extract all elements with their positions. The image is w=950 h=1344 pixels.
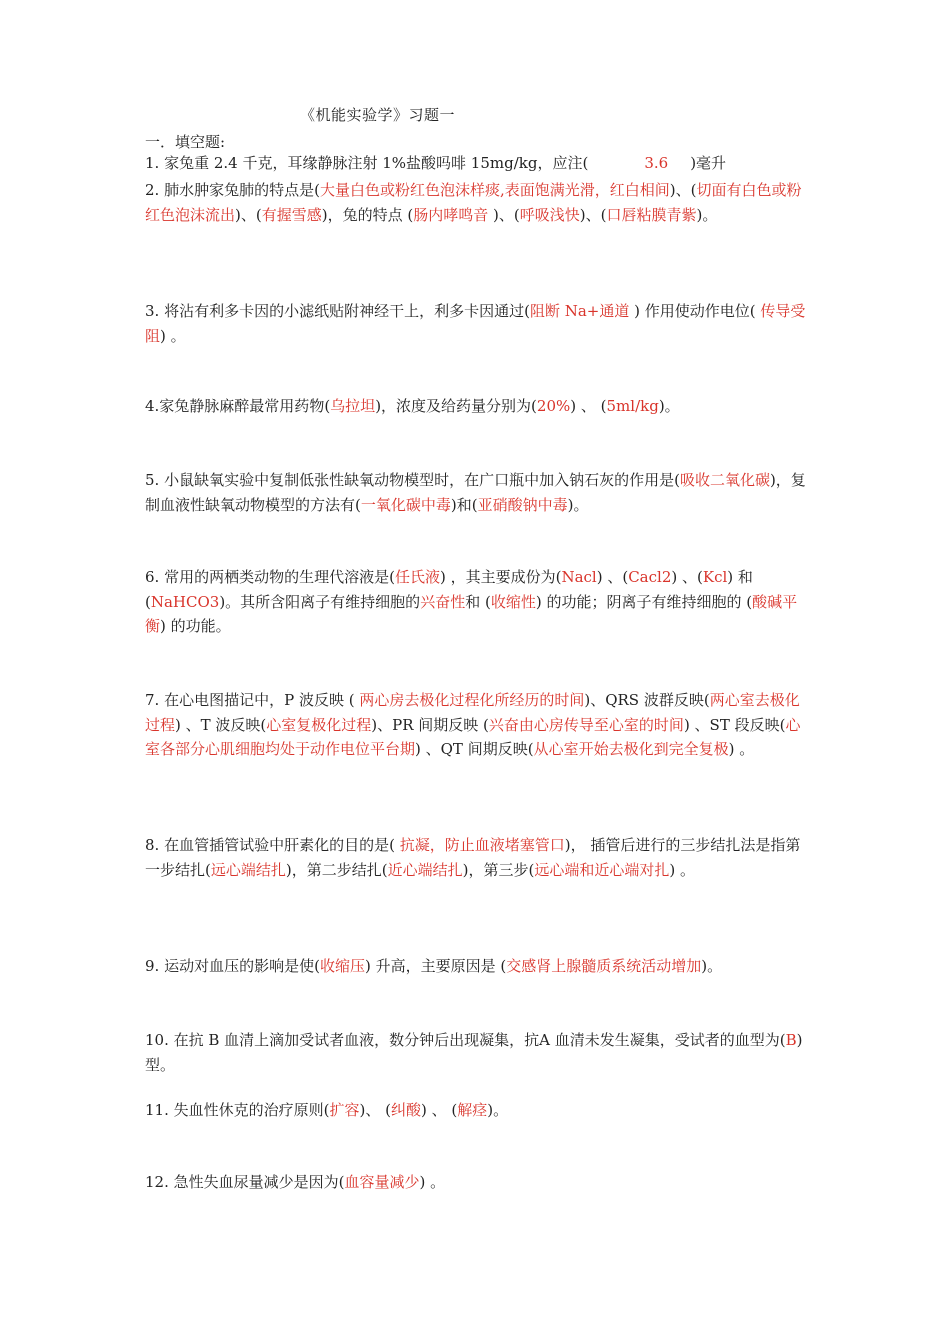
question-text: ) 、 ( <box>421 1101 458 1119</box>
question-text: ) 型。 <box>145 1031 803 1074</box>
question-text: 6. 常用的两栖类动物的生理代溶液是( <box>145 568 395 586</box>
question-text: 3. 将沾有利多卡因的小滤纸贴附神经干上，利多卡因通过( <box>145 302 530 320</box>
question-text: )，第二步结扎( <box>285 860 388 879</box>
question-text: ) ，其主要成份为( <box>439 568 562 586</box>
question-4 <box>145 394 807 419</box>
question-text: )、( <box>669 181 697 199</box>
answer-text: 解痉 <box>457 1101 488 1119</box>
question-text: ) 、T 波反映( <box>175 715 267 734</box>
question-text: )。 <box>487 1101 509 1119</box>
question-text: )、 ( <box>359 1101 391 1119</box>
question-text: )、( <box>235 205 262 224</box>
question-text: ) 和 ( <box>145 568 753 611</box>
question-text: ) 。 <box>160 326 186 345</box>
question-text: 和 ( <box>465 592 491 611</box>
answer-text: 扩容 <box>329 1101 360 1119</box>
question-text: 7. 在心电图描记中，P 波反映 ( <box>145 691 360 709</box>
answer-text: 兴奋性 <box>420 592 466 611</box>
question-text: ) 的功能；阴离子有维持细胞的 ( <box>535 592 753 611</box>
answer-text: 交感肾上腺髓质系统活动增加 <box>506 957 702 975</box>
answer-text: 阻断 Na+通道 <box>529 302 630 320</box>
answer-text: 吸收二氧化碳 <box>679 471 770 489</box>
question-text: ) 、( <box>671 568 703 586</box>
answer-text: 心室复极化过程 <box>266 715 372 734</box>
answer-text: NaHCO3 <box>150 592 220 611</box>
question-text: ) 作用使动作电位( <box>629 302 761 320</box>
question-text: 2. 肺水肿家兔肺的特点是( <box>145 181 320 199</box>
question-9 <box>145 954 807 979</box>
question-6 <box>145 565 807 639</box>
question-text: ) 。 <box>669 860 695 879</box>
answer-text: 从心室开始去极化到完全复极 <box>533 740 729 758</box>
question-text: )，第三步( <box>462 860 535 879</box>
question-text: )。 <box>567 495 589 514</box>
answer-text: 兴奋由心房传导至心室的时间 <box>488 715 684 734</box>
question-1 <box>145 151 807 176</box>
question-text: )、( <box>493 205 520 224</box>
question-text: 11. 失血性休克的治疗原则( <box>145 1101 330 1119</box>
question-text: ) 、 ( <box>570 397 607 415</box>
question-text: )、( <box>579 205 607 224</box>
question-text: )。 <box>658 397 680 415</box>
question-text: )毫升 <box>690 154 727 172</box>
question-2 <box>145 178 807 227</box>
answer-text: 传导受阻 <box>145 302 806 345</box>
answer-text: 酸碱平衡 <box>145 592 798 635</box>
question-text: ) 、( <box>596 568 629 586</box>
question-text: 9. 运动对血压的影响是使( <box>145 957 320 975</box>
answer-text: 大量白色或粉红色泡沫样痰,表面饱满光滑，红白相间 <box>319 181 670 199</box>
question-text: ) 、QT 间期反映( <box>415 740 534 758</box>
question-text: )。 <box>701 957 723 975</box>
question-text: )。其所含阳离子有维持细胞的 <box>219 592 421 611</box>
answer-text: 切面有白色或粉红色泡沫流出 <box>145 181 802 224</box>
answer-text: 两心房去极化过程化所经历的时间 <box>359 691 585 709</box>
question-7 <box>145 688 807 762</box>
question-text: )、PR 间期反映 ( <box>371 715 489 734</box>
answer-text: 3.6 <box>644 154 669 172</box>
question-12 <box>145 1170 807 1195</box>
answer-text: 近心端结扎 <box>387 860 463 879</box>
answer-text: 远心端和近心端对扎 <box>534 860 670 879</box>
question-text: ) 、ST 段反映( <box>683 715 786 734</box>
question-text: ) 。 <box>419 1173 446 1191</box>
question-text: 5. 小鼠缺氧实验中复制低张性缺氧动物模型时，在广口瓶中加入钠石灰的作用是( <box>145 471 680 489</box>
section-heading: 一．填空题: <box>145 133 226 151</box>
answer-text: 收缩压 <box>319 957 365 975</box>
answer-text: 一氧化碳中毒 <box>360 495 451 514</box>
question-text: 8. 在血管插管试验中肝素化的目的是( <box>145 836 400 854</box>
question-11 <box>145 1098 807 1123</box>
answer-text: 肠内哮鸣音 <box>413 205 494 224</box>
question-text: 10. 在抗 B 血清上滴加受试者血液，数分钟后出现凝集，抗A 血清未发生凝集，受试者的血型为( <box>145 1031 786 1049</box>
answer-text: 有握雪感 <box>261 205 322 224</box>
question-text: )， 插管后进行的三步结扎法是指第一步结扎( <box>145 836 801 879</box>
question-text: )、QRS 波群反映( <box>584 691 710 709</box>
answer-text: 心室各部分心肌细胞均处于动作电位平台期 <box>145 715 801 758</box>
question-text: 4.家兔静脉麻醉最常用药物( <box>145 397 331 415</box>
answer-text: 抗凝，防止血液堵塞管口 <box>399 836 565 854</box>
answer-text: 收缩性 <box>490 592 536 611</box>
question-text: )和( <box>450 495 478 514</box>
answer-text: 远心端结扎 <box>210 860 286 879</box>
answer-text: 亚硝酸钠中毒 <box>477 495 568 514</box>
question-text: )，兔的特点 ( <box>321 205 414 224</box>
answer-text: 口唇粘膜青紫 <box>606 205 697 224</box>
question-text: )，浓度及给药量分别为( <box>375 397 537 415</box>
answer-text: B <box>785 1031 797 1049</box>
answer-text: 两心室去极化过程 <box>145 691 800 734</box>
answer-text: 血容量减少 <box>344 1173 420 1191</box>
question-text: ) 升高，主要原因是 ( <box>364 957 507 975</box>
answer-text: Nacl <box>561 568 597 586</box>
answer-text: 任氏液 <box>394 568 440 586</box>
answer-text: 5ml/kg <box>606 397 659 415</box>
question-text: 1. 家兔重 2.4 千克，耳缘静脉注射 1%盐酸吗啡 15mg/kg，应注( <box>145 154 589 172</box>
question-text: 12. 急性失血尿量减少是因为( <box>145 1173 345 1191</box>
question-8 <box>145 833 807 882</box>
question-text: ) 。 <box>728 740 755 758</box>
answer-text: 乌拉坦 <box>330 397 376 415</box>
answer-text: 20% <box>536 397 571 415</box>
question-text: )。 <box>696 205 718 224</box>
answer-text: Kcl <box>702 568 728 586</box>
question-3 <box>145 299 807 348</box>
question-10 <box>145 1028 807 1077</box>
question-text: ) 的功能。 <box>160 617 231 635</box>
answer-text: Cacl2 <box>628 568 672 586</box>
question-5 <box>145 468 807 517</box>
question-text: )，复制血液性缺氧动物模型的方法有( <box>145 471 806 514</box>
answer-text: 纠酸 <box>390 1101 421 1119</box>
document-title: 《机能实验学》习题一 <box>300 106 456 124</box>
answer-text: 呼吸浅快 <box>519 205 580 224</box>
